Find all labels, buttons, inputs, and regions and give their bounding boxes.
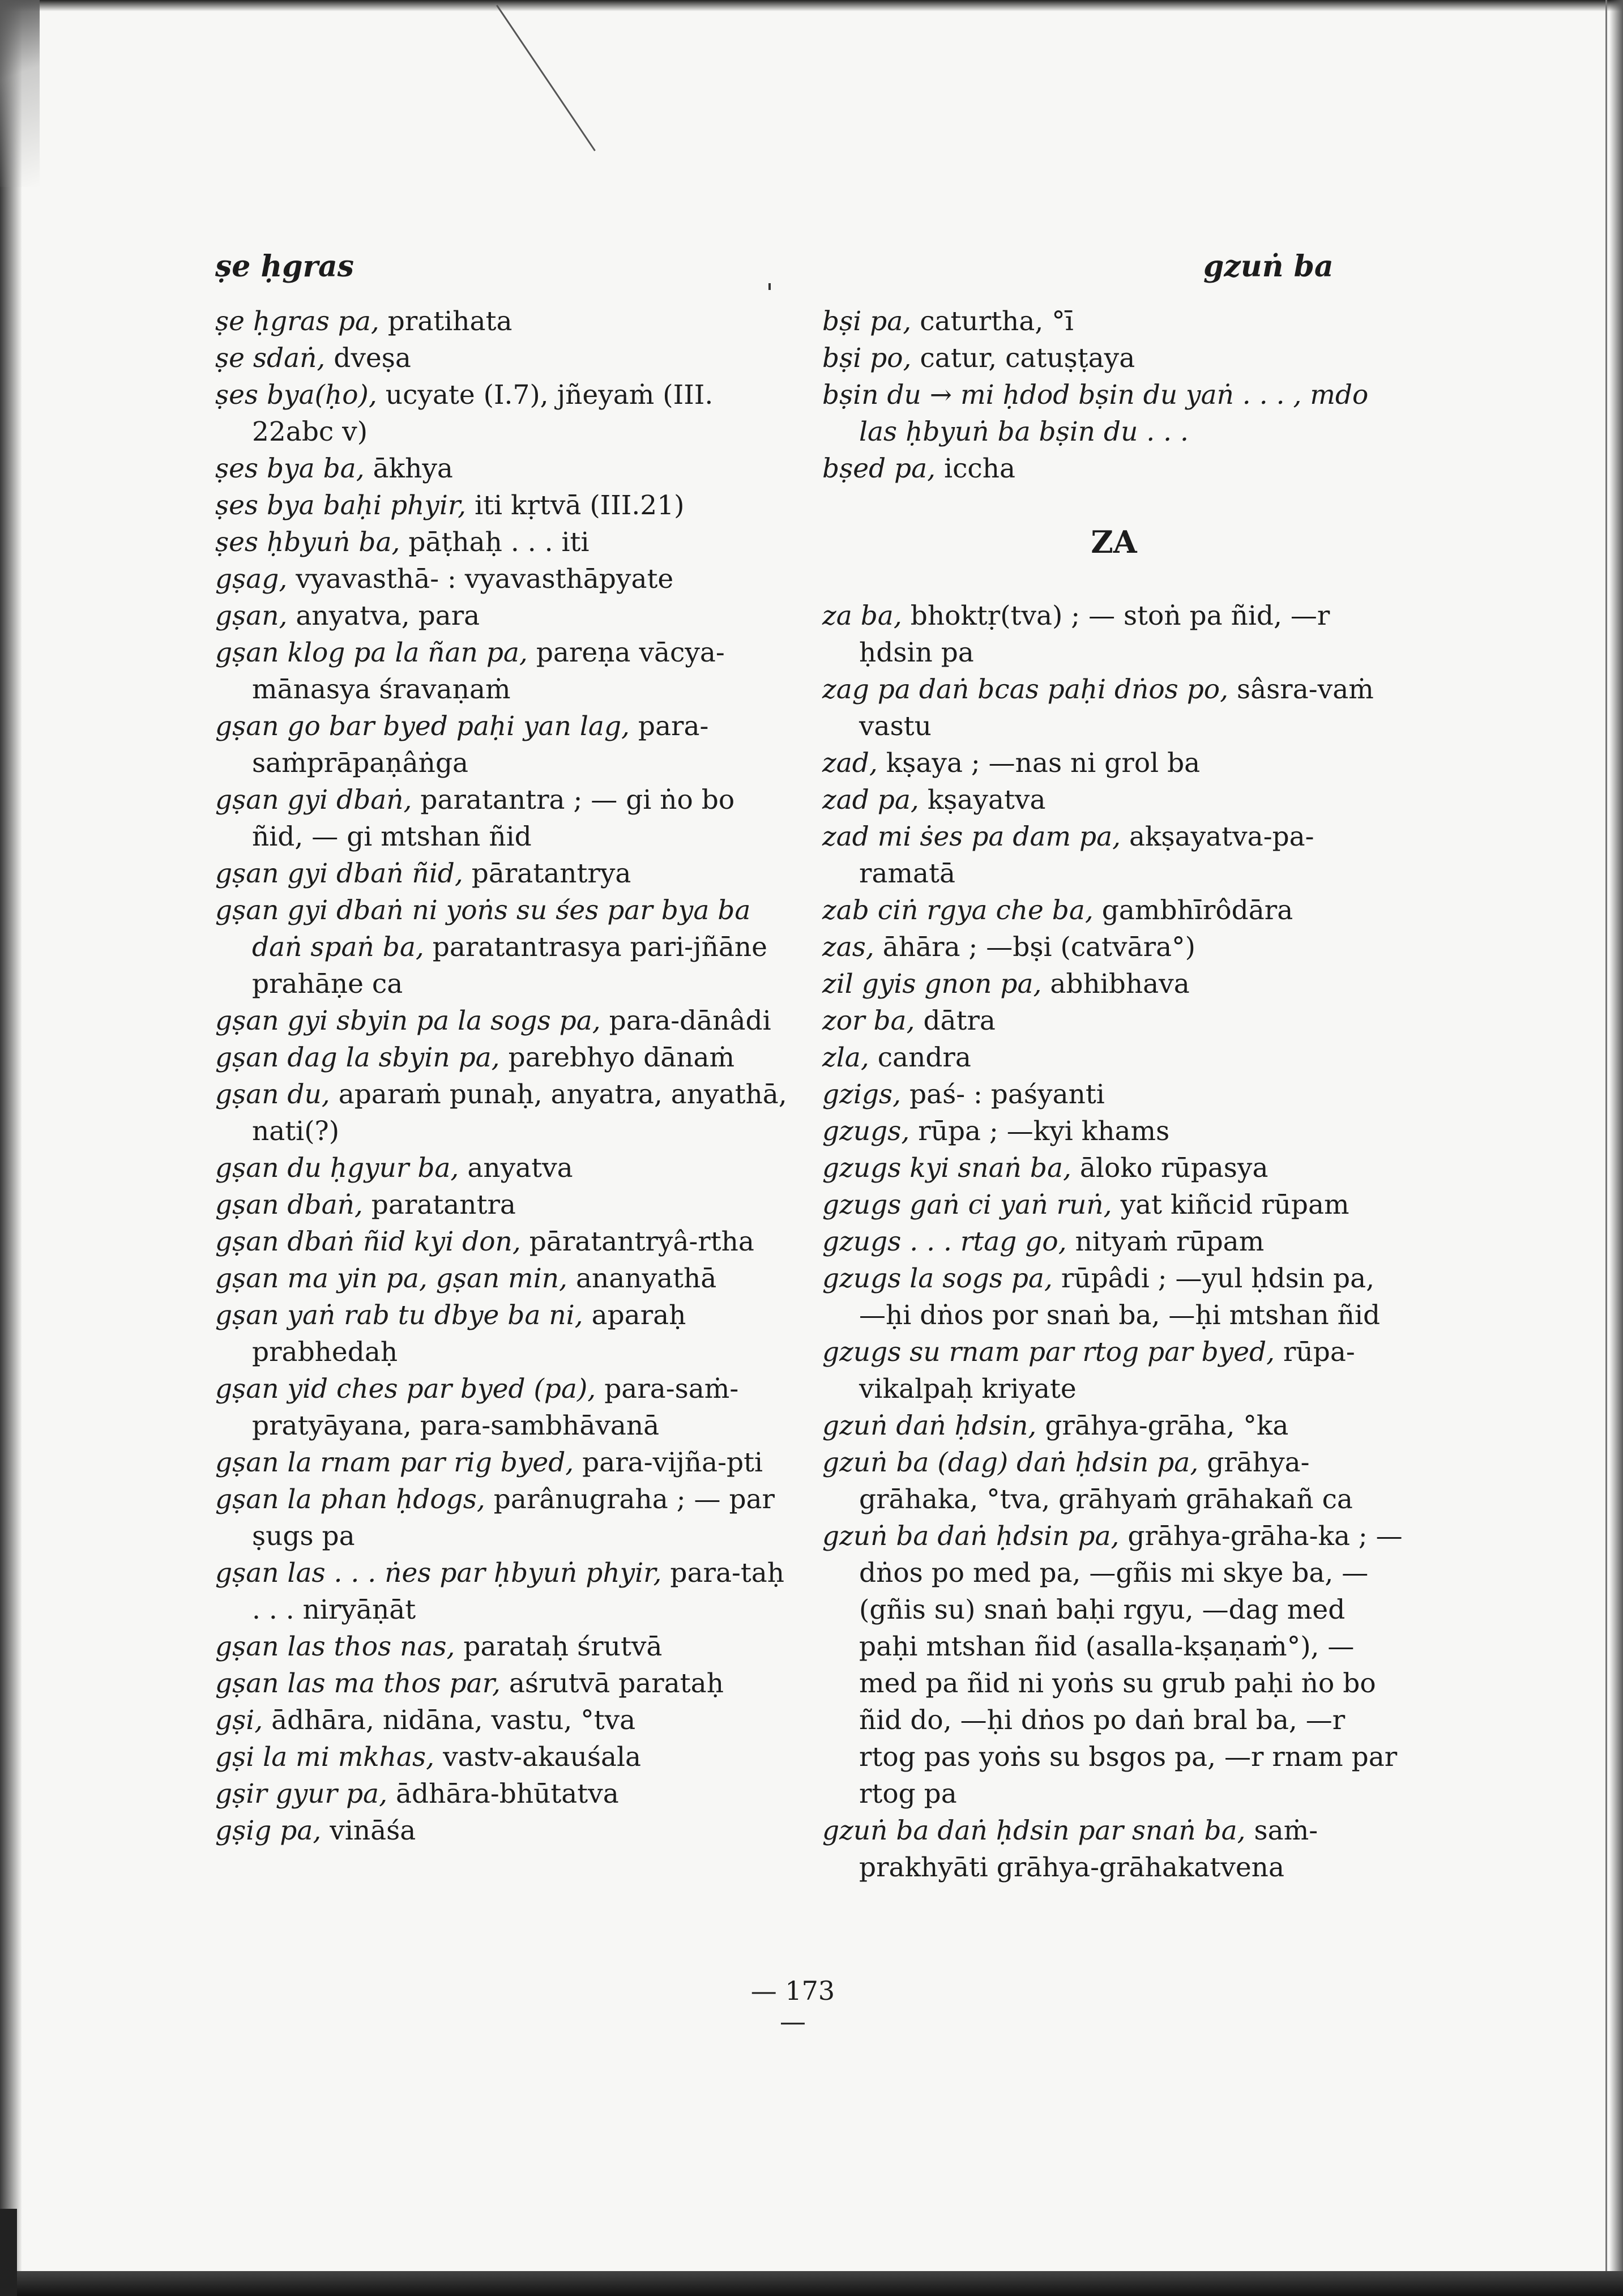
entry-sanskrit: pareṇa vācya-mānasya śravaṇaṁ [252,637,725,705]
entry-sanskrit: dveṣa [334,343,411,374]
dictionary-entry [822,1076,1406,1113]
entry-headword: gzugs su rnam par rtog par byed, [822,1337,1275,1368]
scan-edge-right [1609,0,1623,2296]
dictionary-entry [215,487,787,524]
entry-sanskrit: grāhya-grāhaka, °tva, grāhyaṁ grāhakañ ca [859,1447,1353,1515]
entry-headword: zor ba, [822,1005,915,1036]
dictionary-entry [215,450,787,487]
entry-sanskrit: ādhāra, nidāna, vastu, °tva [271,1705,636,1736]
dictionary-entry [215,340,787,377]
dictionary-entry [822,303,1406,340]
entry-sanskrit: catur, catuṣṭaya [920,343,1135,374]
dictionary-entry [822,1407,1406,1444]
entry-sanskrit: paś- : paśyanti [909,1079,1105,1110]
entry-sanskrit: vināśa [330,1815,416,1846]
entry-headword: gṣan las ma thos par, [215,1668,501,1699]
entry-headword: gzugs, [822,1116,910,1147]
dictionary-entry [822,745,1406,782]
entry-sanskrit: sâsra-vaṁ vastu [859,674,1374,742]
entry-sanskrit: para-saṁprāpaṇâṅga [252,711,709,779]
entry-sanskrit: iti kṛtvā (III.21) [475,490,685,521]
entry-headword: gzuṅ ba (dag) daṅ ḥdsin pa, [822,1447,1199,1478]
entry-sanskrit: aparaṁ punaḥ, anyatra, anyathā, nati(?) [252,1079,787,1147]
dictionary-entry [215,1481,787,1555]
entry-headword: gzugs la sogs pa, [822,1263,1053,1294]
entry-headword: bṣed pa, [822,453,936,484]
entry-headword: gṣig pa, [215,1815,322,1846]
entry-sanskrit: aparaḥ prabhedaḥ [252,1300,686,1368]
entry-headword: gzuṅ daṅ ḥdsin, [822,1410,1037,1441]
entry-headword: gṣan go bar byed paḥi yan lag, [215,711,630,742]
entry-headword: gṣan klog pa la ñan pa, [215,637,528,668]
dictionary-entry [822,340,1406,377]
dictionary-entry [822,1223,1406,1260]
entry-sanskrit: vastv-akauśala [443,1742,642,1773]
dictionary-entry [215,1002,787,1039]
entry-sanskrit: dātra [923,1005,996,1036]
entry-sanskrit: grāhya-grāha, °ka [1045,1410,1289,1441]
entry-headword: gzuṅ ba daṅ ḥdsin par snaṅ ba, [822,1815,1246,1846]
dictionary-entry [215,1297,787,1371]
dictionary-entry [215,303,787,340]
dictionary-entry [215,1444,787,1481]
entry-headword: gṣi, [215,1705,263,1736]
entry-headword: gzugs gaṅ ci yaṅ ruṅ, [822,1189,1112,1220]
right-column [822,303,1406,1886]
dictionary-entry [215,377,787,450]
section-heading: ZA [1091,524,1137,560]
entry-sanskrit: ananyathā [575,1263,717,1294]
paper-crease [496,5,596,151]
entry-sanskrit: parânugraha ; — par ṣugs pa [252,1484,775,1552]
entry-headword: ṣes bya ba, [215,453,365,484]
dictionary-entry [822,1150,1406,1187]
right-column-top [822,303,1406,487]
entry-headword: zla, [822,1042,869,1073]
dictionary-entry [215,1812,787,1849]
dictionary-entry [215,634,787,708]
scan-edge-left [0,0,22,2296]
entry-headword: gṣan, [215,600,288,631]
scan-edge-line [1605,0,1607,2296]
entry-headword: gṣan gyi dbaṅ ñid, [215,858,463,889]
entry-headword: gṣan yid ches par byed (pa), [215,1373,596,1405]
dictionary-entry [215,598,787,634]
entry-sanskrit: iccha [944,453,1016,484]
entry-headword: gṣan la phan ḥdogs, [215,1484,485,1515]
entry-sanskrit: paratantra [371,1189,516,1220]
dictionary-entry [822,598,1406,671]
dictionary-entry [215,1039,787,1076]
entry-sanskrit: yat kiñcid rūpam [1120,1189,1349,1220]
dictionary-entry [215,1371,787,1444]
entry-sanskrit: grāhya-grāha-ka ; —dṅos po med pa, —gñis mi skye ba, —(gñis su) snaṅ baḥi rgyu, —dag med paḥi mtshan ñid (asalla-kṣaṇaṁ°), —med pa ñid ni yoṅs su grub paḥi ṅo bo ñid do, —ḥi dṅos po daṅ bral ba, —r rtog pas yoṅs su bsgos pa, —r rnam par rtog pa [859,1521,1403,1810]
entry-headword: zas, [822,932,874,963]
entry-sanskrit: rūpâdi ; —yul ḥdsin pa, —ḥi dṅos por snaṅ ba, —ḥi mtshan ñid [859,1263,1381,1331]
entry-headword: gṣan gyi dbaṅ, [215,784,412,816]
entry-sanskrit: para-vijña-pti [582,1447,763,1478]
entry-headword: bṣi po, [822,343,912,374]
dictionary-entry [822,1518,1406,1812]
entry-sanskrit: āhāra ; —bṣi (catvāra°) [882,932,1195,963]
entry-headword: gṣan gyi dbaṅ ni yoṅs su śes par bya ba daṅ spaṅ ba, [215,895,751,963]
dictionary-entry [215,1776,787,1812]
dictionary-entry [822,1187,1406,1223]
entry-sanskrit: aśrutvā parataḥ [509,1668,724,1699]
scan-edge-bottom [0,2271,1623,2296]
entry-headword: gṣan du, [215,1079,330,1110]
dictionary-entry [215,1665,787,1702]
dictionary-entry [822,1002,1406,1039]
dictionary-entry [215,1739,787,1776]
entry-sanskrit: ucyate (I.7), jñeyaṁ (III. 22abc v) [252,379,714,447]
entry-sanskrit: pāratantryâ-rtha [529,1226,754,1257]
dictionary-entry [215,1555,787,1628]
dictionary-entry [215,1223,787,1260]
dictionary-entry [822,1812,1406,1886]
entry-headword: zag pa daṅ bcas paḥi dṅos po, [822,674,1229,705]
entry-sanskrit: pratihata [387,306,512,337]
entry-sanskrit: pāratantrya [471,858,631,889]
entry-headword: gzugs kyi snaṅ ba, [822,1153,1071,1184]
entry-headword: zil gyis gnon pa, [822,968,1042,1000]
entry-sanskrit: rūpa ; —kyi khams [918,1116,1170,1147]
entry-headword: gṣi la mi mkhas, [215,1742,435,1773]
entry-sanskrit: para-taḥ . . . niryāṇāt [252,1557,785,1625]
entry-headword: gṣan yaṅ rab tu dbye ba ni, [215,1300,583,1331]
entry-sanskrit: saṁ-prakhyāti grāhya-grāhakatvena [859,1815,1318,1883]
page-number: — 173 — [750,1975,835,2037]
entry-headword: gṣan dag la sbyin pa, [215,1042,500,1073]
entry-headword: zad pa, [822,784,919,816]
entry-sanskrit: kṣayatva [927,784,1046,816]
dictionary-entry [822,1260,1406,1334]
dictionary-entry [822,1113,1406,1150]
entry-sanskrit: paratantrasya pari-jñāne prahāṇe ca [252,932,767,1000]
entry-sanskrit: anyatva [467,1153,573,1184]
entry-sanskrit: ādhāra-bhūtatva [395,1778,619,1810]
dictionary-entry [822,1334,1406,1407]
entry-headword: ṣe ḥgras pa, [215,306,379,337]
entry-headword: ṣes ḥbyuṅ ba, [215,527,400,558]
entry-headword: bṣin du → mi ḥdod bṣin du yaṅ . . . , mdo las ḥbyuṅ ba bṣin du . . . [822,379,1369,447]
dictionary-entry [215,1076,787,1150]
entry-headword: gṣan dbaṅ, [215,1189,363,1220]
dictionary-entry [215,892,787,1002]
entry-sanskrit: vyavasthā- : vyavasthāpyate [296,564,674,595]
dictionary-entry [215,855,787,892]
entry-headword: gṣan du ḥgyur ba, [215,1153,459,1184]
entry-sanskrit: parataḥ śrutvā [463,1631,663,1662]
entry-headword: ṣe sdaṅ, [215,343,326,374]
entry-headword: gṣan la rnam par rig byed, [215,1447,574,1478]
entry-sanskrit: āloko rūpasya [1079,1153,1268,1184]
dictionary-entry [822,892,1406,929]
entry-sanskrit: parebhyo dānaṁ [508,1042,735,1073]
dictionary-entry [215,524,787,561]
dictionary-entry [822,929,1406,966]
entry-sanskrit: rūpa-vikalpaḥ kriyate [859,1337,1355,1405]
entry-headword: gzugs . . . rtag go, [822,1226,1067,1257]
entry-sanskrit: abhibhava [1050,968,1190,1000]
running-head-right: gzuṅ ba [1203,249,1334,284]
running-head-left: ṣe ḥgras [215,249,354,284]
dictionary-entry [215,561,787,598]
dictionary-entry [822,818,1406,892]
entry-headword: za ba, [822,600,902,631]
entry-headword: zad mi ṡes pa dam pa, [822,821,1121,852]
dictionary-entry [215,1628,787,1665]
entry-headword: bṣi pa, [822,306,912,337]
entry-headword: gzigs, [822,1079,902,1110]
dictionary-entry [215,782,787,855]
dictionary-entry [215,1187,787,1223]
entry-headword: gṣan las thos nas, [215,1631,455,1662]
entry-headword: ṣes bya baḥi phyir, [215,490,467,521]
entry-sanskrit: candra [877,1042,971,1073]
entry-sanskrit: anyatva, para [296,600,480,631]
right-column-bottom [822,598,1406,1886]
dictionary-entry [215,1260,787,1297]
ink-speck [768,283,771,290]
dictionary-entry [822,377,1406,450]
entry-headword: gṣan dbaṅ ñid kyi don, [215,1226,521,1257]
entry-headword: gṣag, [215,564,288,595]
scan-corner-shadow [0,0,40,187]
entry-sanskrit: nityaṁ rūpam [1075,1226,1265,1257]
entry-sanskrit: kṣaya ; —nas ni grol ba [886,748,1201,779]
dictionary-entry [822,966,1406,1002]
entry-headword: gzuṅ ba daṅ ḥdsin pa, [822,1521,1120,1552]
entry-sanskrit: para-saṁ-pratyāyana, para-sambhāvanā [252,1373,739,1441]
entry-sanskrit: akṣayatva-pa-ramatā [859,821,1314,889]
entry-sanskrit: ākhya [373,453,453,484]
entry-sanskrit: gambhīrôdāra [1101,895,1293,926]
entry-headword: ṣes bya(ḥo), [215,379,377,411]
left-column [215,303,787,1849]
dictionary-entry [822,450,1406,487]
entry-headword: gṣan ma yin pa, gṣan min, [215,1263,567,1294]
dictionary-entry [215,1150,787,1187]
entry-sanskrit: paratantra ; — gi ṅo bo ñid, — gi mtshan ñid [252,784,735,852]
dictionary-entry [215,1702,787,1739]
entry-sanskrit: caturtha, °ī [920,306,1074,337]
scan-edge-top [0,0,1623,11]
dictionary-entry [822,782,1406,818]
dictionary-entry [822,1039,1406,1076]
scan-corner-bottom [0,2209,17,2296]
entry-headword: gṣir gyur pa, [215,1778,388,1810]
dictionary-entry [822,1444,1406,1518]
entry-headword: zad, [822,748,878,779]
dictionary-entry [822,671,1406,745]
entry-headword: zab ciṅ rgya che ba, [822,895,1094,926]
entry-sanskrit: bhoktṛ(tva) ; — stoṅ pa ñid, —r ḥdsin pa [859,600,1330,668]
entry-headword: gṣan las . . . ṅes par ḥbyuṅ phyir, [215,1557,662,1589]
entry-headword: gṣan gyi sbyin pa la sogs pa, [215,1005,601,1036]
dictionary-entry [215,708,787,782]
entry-sanskrit: pāṭhaḥ . . . iti [408,527,590,558]
entry-sanskrit: para-dānâdi [609,1005,771,1036]
